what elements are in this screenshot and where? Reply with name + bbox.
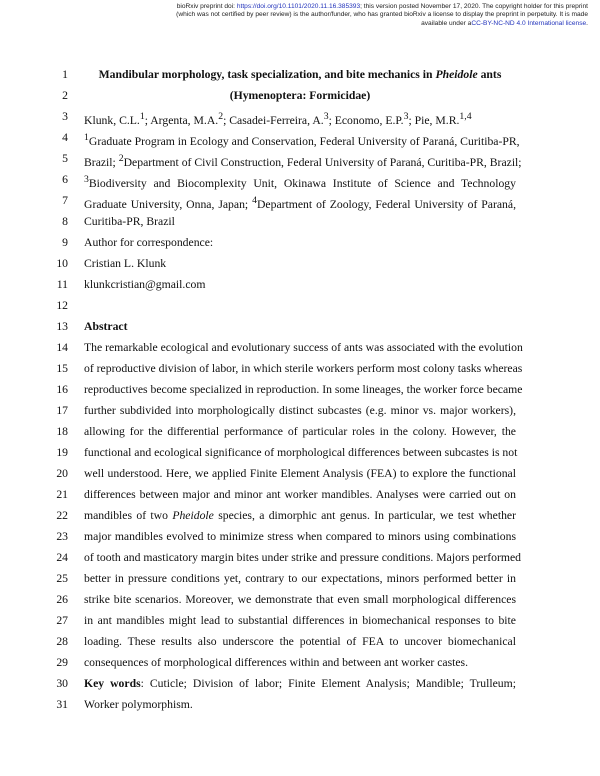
correspondence-email: klunkcristian@gmail.com	[84, 278, 206, 291]
author-list: Klunk, C.L.$^1$; Argenta, M.A.$^2$; Casadei-Ferreira, A.$^3$; Economo, E.P.$^3$; Pie, M.R.$^{1,4}$	[84, 111, 472, 127]
correspondence-name: Cristian L. Klunk	[84, 257, 167, 270]
line-number: 4	[62, 131, 68, 144]
manuscript-line	[0, 380, 600, 400]
abstract-line: in ant mandibles might lead to substantial differences in biomechanical responses to bite	[84, 614, 516, 627]
line-number: 7	[62, 194, 68, 207]
affiliation-line: Curitiba-PR, Brazil	[84, 215, 175, 228]
line-number: 14	[56, 341, 68, 354]
manuscript-line	[0, 65, 600, 85]
keywords-line: Key words: Cuticle; Division of labor; Finite Element Analysis; Mandible; Trulleum;	[84, 677, 516, 690]
line-number: 16	[56, 383, 68, 396]
abstract-line: The remarkable ecological and evolutionary success of ants was associated with the evolution	[84, 341, 523, 354]
line-number: 24	[56, 551, 68, 564]
line-number: 5	[62, 152, 68, 165]
manuscript-line	[0, 401, 600, 421]
affiliation-line: $^3$Biodiversity and Biocomplexity Unit, Okinawa Institute of Science and Technology	[84, 174, 516, 190]
abstract-line: better in pressure conditions yet, contrary to our expectations, minors performed better in	[84, 572, 516, 585]
abstract-line: of tooth and masticatory margin bites under strike and pressure conditions. Majors performed	[84, 551, 521, 564]
abstract-line: major mandibles evolved to minimize stress when compared to minors using combinations	[84, 530, 516, 543]
abstract-line: loading. These results also underscore the potential of FEA to uncover biomechanical	[84, 635, 516, 648]
line-number: 23	[56, 530, 68, 543]
affiliation-line: Brazil; $^2$Department of Civil Construction, Federal University of Paraná, Curitiba-PR, Brazil;	[84, 153, 522, 169]
line-number: 12	[56, 299, 68, 312]
manuscript-line	[0, 569, 600, 589]
manuscript-line	[0, 527, 600, 547]
line-number: 27	[56, 614, 68, 627]
keywords-line: Worker polymorphism.	[84, 698, 193, 711]
doi-link[interactable]: https://doi.org/10.1101/2020.11.16.385393	[236, 3, 361, 10]
manuscript-line	[0, 107, 600, 127]
preprint-header	[88, 3, 588, 28]
abstract-line: well understood. Here, we applied Finite Element Analysis (FEA) to explore the functional	[84, 467, 516, 480]
manuscript-line	[0, 86, 600, 106]
line-number: 11	[56, 278, 68, 291]
manuscript-line	[0, 590, 600, 610]
line-number: 6	[62, 173, 68, 186]
line-number: 25	[56, 572, 68, 585]
line-number: 13	[56, 320, 68, 333]
abstract-line: allowing for the differential performance of particular roles in the colony. However, the	[84, 425, 516, 438]
manuscript-line	[0, 233, 600, 253]
manuscript-line	[0, 149, 600, 169]
manuscript-line	[0, 548, 600, 568]
header-line-1: bioRxiv preprint doi: https://doi.org/10.1101/2020.11.16.385393; this version posted November 17, 2020. The copyright holder for this preprint	[176, 3, 588, 10]
affiliation-line: $^1$Graduate Program in Ecology and Conservation, Federal University of Paraná, Curitiba-PR,	[84, 132, 520, 148]
manuscript-line	[0, 653, 600, 673]
abstract-line: further subdivided into morphologically distinct subcastes (e.g. minor vs. major workers),	[84, 404, 516, 417]
line-number: 31	[56, 698, 68, 711]
line-number: 15	[56, 362, 68, 375]
manuscript-line	[0, 128, 600, 148]
line-number: 19	[56, 446, 68, 459]
abstract-line: mandibles of two Pheidole species, a dimorphic ant genus. In particular, we test whether	[84, 509, 516, 522]
line-number: 10	[56, 257, 68, 270]
line-number: 3	[62, 110, 68, 123]
manuscript-line	[0, 443, 600, 463]
manuscript-line	[0, 254, 600, 274]
line-number: 9	[62, 236, 68, 249]
line-number: 29	[56, 656, 68, 669]
abstract-line: differences between major and minor ant worker mandibles. Analyses were carried out on	[84, 488, 516, 501]
title-line-1: Mandibular morphology, task specialization, and bite mechanics in Pheidole ants	[98, 68, 502, 81]
manuscript-line	[0, 296, 600, 316]
manuscript-line	[0, 191, 600, 211]
abstract-line: strike bite scenarios. Moreover, we demonstrate that even small morphological differences	[84, 593, 516, 606]
line-number: 22	[56, 509, 68, 522]
license-link[interactable]: CC-BY-NC-ND 4.0 International license	[471, 19, 587, 27]
manuscript-line	[0, 317, 600, 337]
manuscript-line	[0, 338, 600, 358]
line-number: 30	[56, 677, 68, 690]
line-number: 18	[56, 425, 68, 438]
abstract-line: reproductives become specialized in reproduction. In some lineages, the worker force became	[84, 383, 523, 396]
manuscript-line	[0, 485, 600, 505]
header-line-2: (which was not certified by peer review) is the author/funder, who has granted bioRxiv a license to display the preprint in perpetuity. It is made	[176, 11, 588, 19]
line-number: 1	[62, 68, 68, 81]
manuscript-line	[0, 695, 600, 715]
manuscript-line	[0, 674, 600, 694]
manuscript-line	[0, 422, 600, 442]
title-line-2: (Hymenoptera: Formicidae)	[229, 89, 371, 102]
line-number: 21	[56, 488, 68, 501]
line-number: 2	[62, 89, 68, 102]
correspondence-label: Author for correspondence:	[84, 236, 214, 249]
header-line-3: available under aCC-BY-NC-ND 4.0 International license.	[421, 19, 588, 27]
manuscript-line	[0, 275, 600, 295]
manuscript-line	[0, 464, 600, 484]
manuscript-line	[0, 170, 600, 190]
abstract-line: functional and ecological significance of morphological differences between subcastes is not	[84, 446, 518, 459]
manuscript-line	[0, 611, 600, 631]
abstract-line: consequences of morphological differences within and between ant worker castes.	[84, 656, 469, 669]
line-number: 8	[62, 215, 68, 228]
manuscript-line	[0, 506, 600, 526]
abstract-heading: Abstract	[84, 320, 128, 333]
line-number: 20	[56, 467, 68, 480]
line-number: 26	[56, 593, 68, 606]
affiliation-line: Graduate University, Onna, Japan; $^4$Department of Zoology, Federal University of Paraná,	[84, 195, 517, 211]
line-number: 28	[56, 635, 68, 648]
manuscript-line	[0, 632, 600, 652]
manuscript-line	[0, 359, 600, 379]
line-number: 17	[56, 404, 68, 417]
abstract-line: of reproductive division of labor, in which sterile workers perform most colony tasks whereas	[84, 362, 523, 375]
manuscript-line	[0, 212, 600, 232]
